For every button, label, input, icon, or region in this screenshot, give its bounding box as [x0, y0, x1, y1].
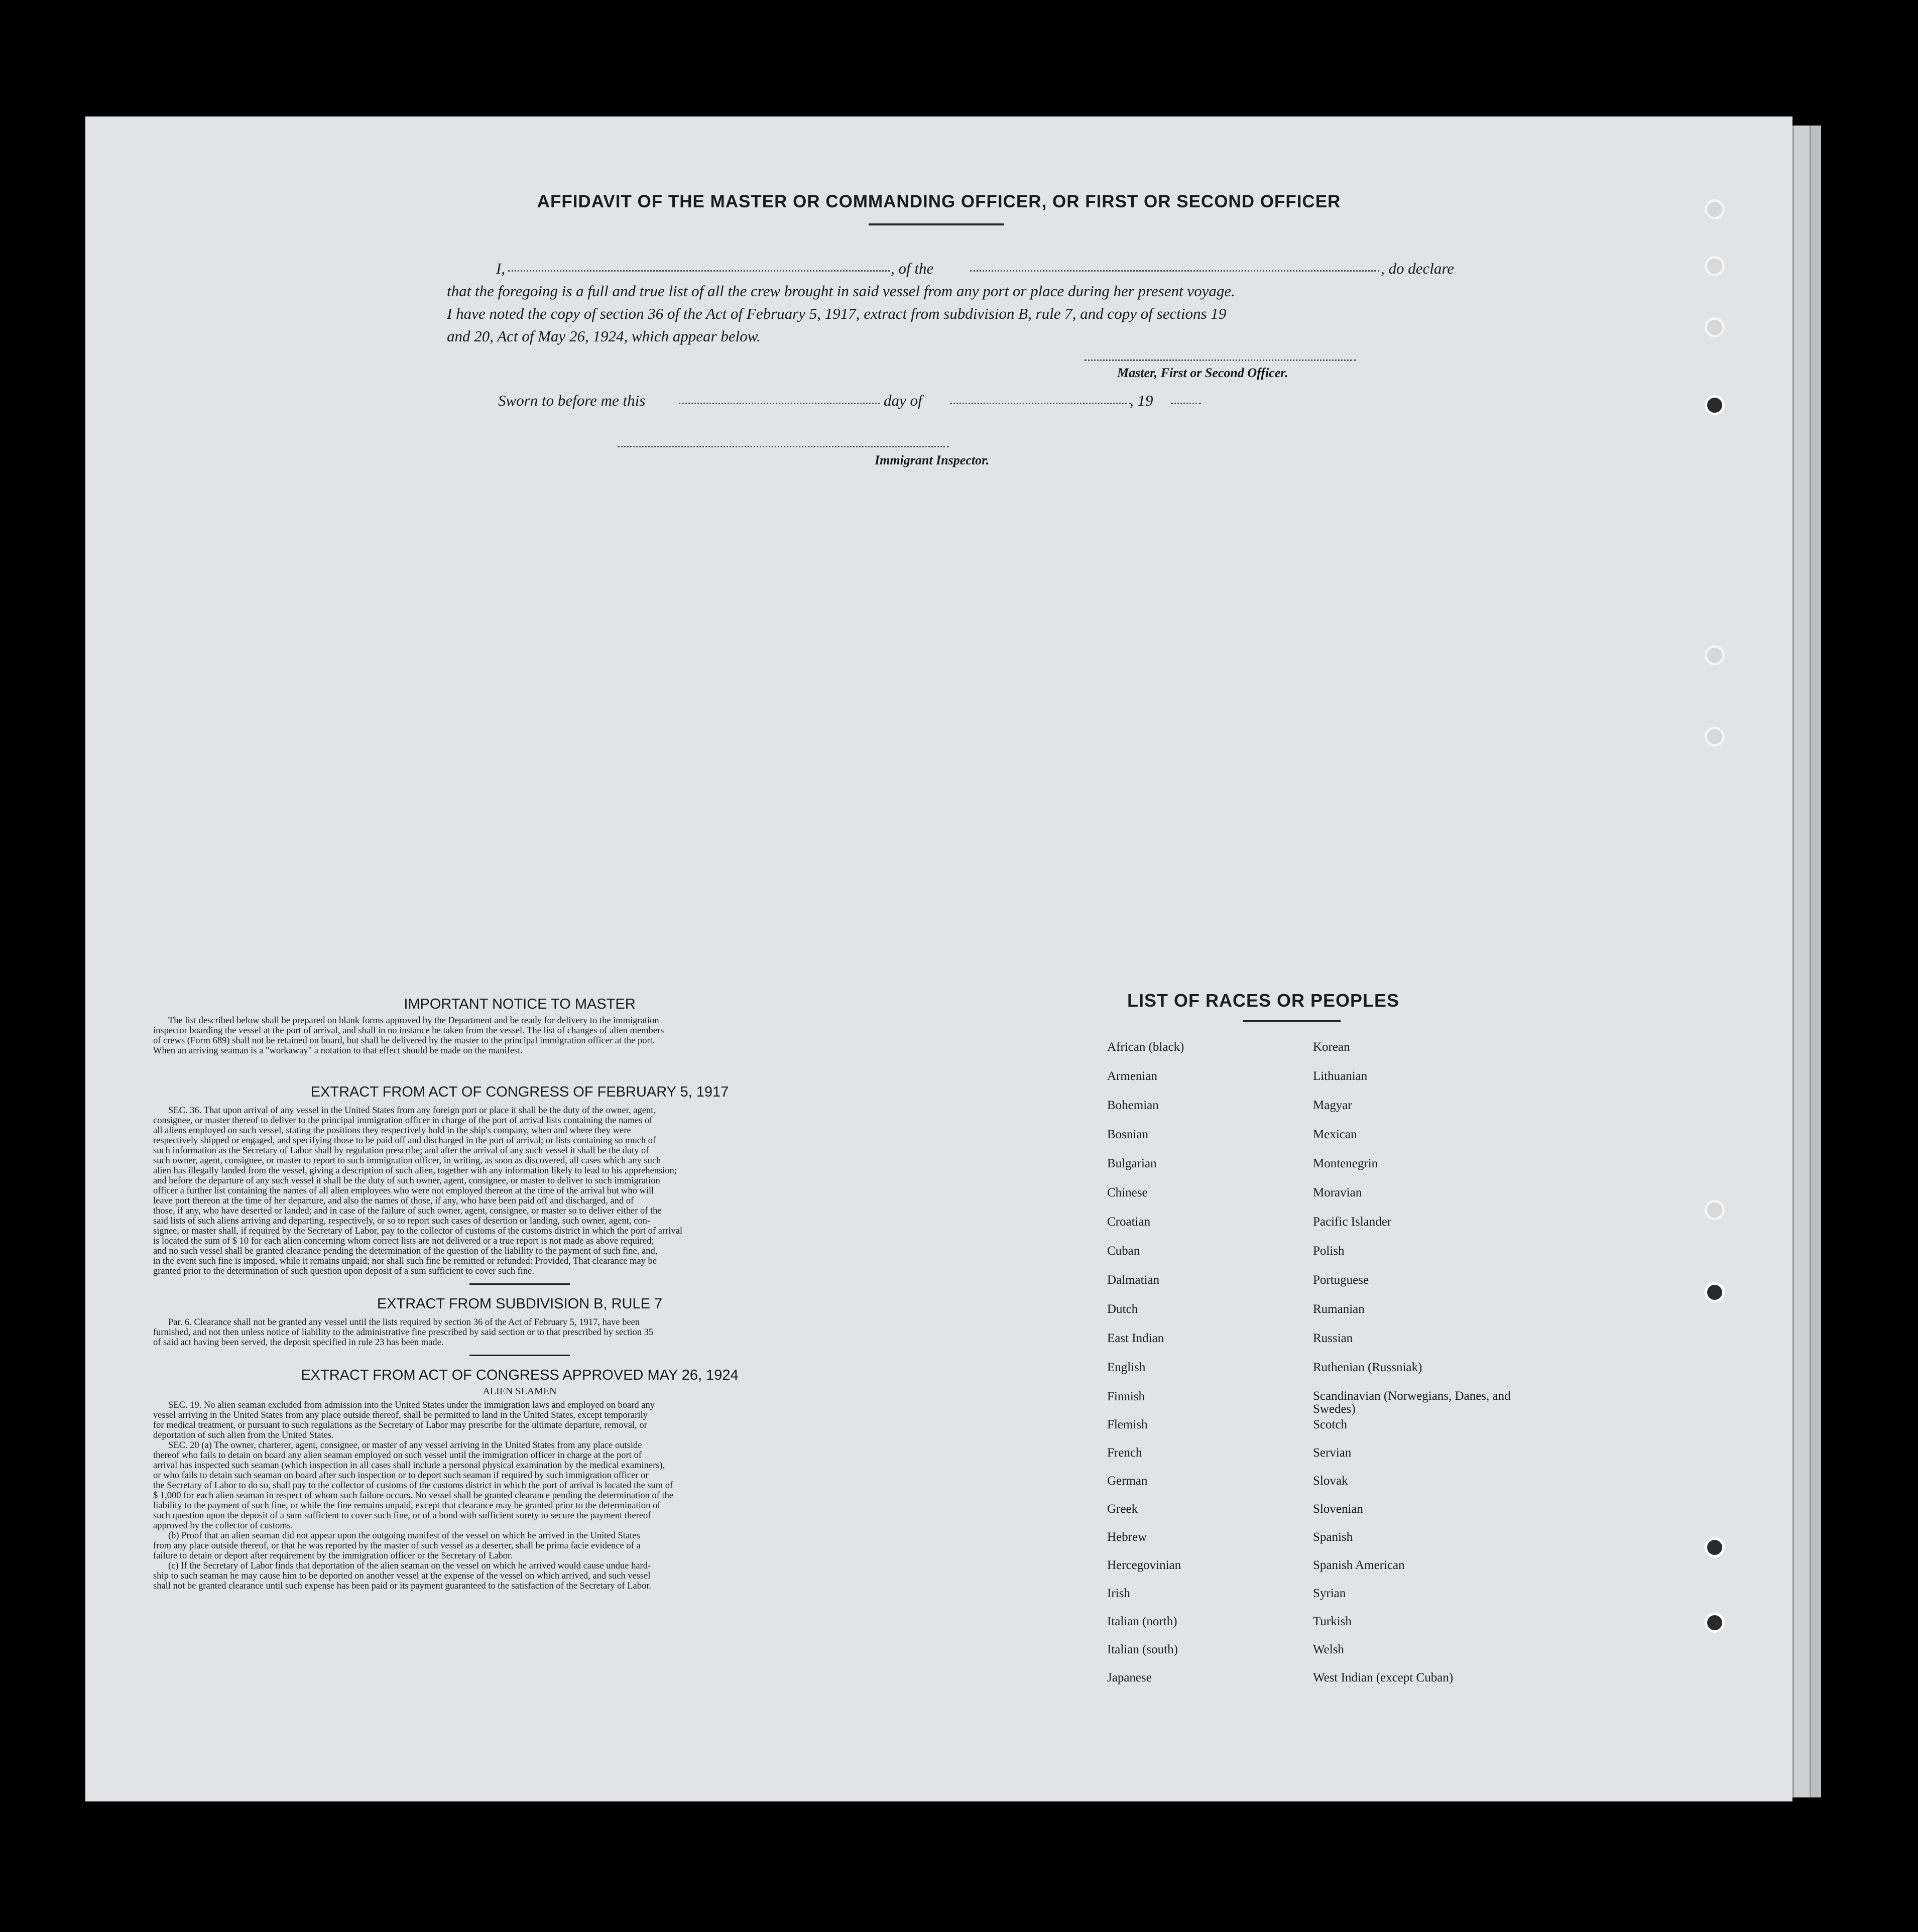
race-item: Flemish: [1107, 1418, 1148, 1431]
extract-line: thereof who fails to detain on board any alien seaman employed on such vessel until the immigration officer in charge at the port of: [153, 1451, 642, 1461]
binder-hole-icon: [1705, 1613, 1725, 1633]
extract-line: such information as the Secretary of Labor shall by regulation prescribe; and after the arrival of any such vessel it shall be the duty of: [153, 1146, 649, 1156]
race-item: Turkish: [1313, 1615, 1352, 1628]
race-item: West Indian (except Cuban): [1313, 1671, 1454, 1684]
race-item: Dutch: [1107, 1302, 1138, 1316]
title-underline: [869, 223, 1004, 225]
extract-line: alien has illegally landed from the vessel, giving a description of such alien, together with any information likely to lead to his apprehension;: [153, 1166, 677, 1176]
rule7-line: Par. 6. Clearance shall not be granted any vessel until the lists required by section 36 of the Act of February 5, 1917, have been: [168, 1317, 640, 1327]
inspector-signature-line[interactable]: [618, 446, 949, 447]
section-divider: [469, 1283, 570, 1285]
race-item: Lithuanian: [1313, 1069, 1368, 1083]
extract-1917-body: [153, 1106, 886, 1276]
race-item: Magyar: [1313, 1099, 1352, 1112]
master-signature-label: Master, First or Second Officer.: [1117, 366, 1288, 380]
race-item: Italian (south): [1107, 1643, 1178, 1656]
sworn-year-field[interactable]: [1171, 403, 1201, 404]
affidavit-i: I,: [496, 260, 506, 277]
extract-line: ship to such seaman he may cause him to be deported on another vessel at the expense of the vessel on which arrived, and such vessel: [153, 1571, 651, 1581]
extract-line: failure to detain or deport after requirement by the immigration officer or the Secretary of Labor.: [153, 1551, 513, 1561]
affidavit-of-the: , of the: [891, 260, 934, 277]
race-item: Montenegrin: [1313, 1157, 1378, 1170]
binder-hole-icon: [1705, 256, 1725, 276]
race-item: Servian: [1313, 1446, 1352, 1460]
binder-hole-icon: [1705, 1282, 1725, 1302]
race-item: Cuban: [1107, 1244, 1140, 1258]
extract-line: in the event such fine is imposed, while it remains unpaid; nor shall such fine be remitted or refunded: Provided, That clearance may be: [153, 1256, 657, 1266]
affidavit-line-3: I have noted the copy of section 36 of the Act of February 5, 1917, extract from subdivision B, rule 7, and copy of sections 19: [447, 305, 1227, 322]
notice-line: The list described below shall be prepared on blank forms approved by the Department and be ready for delivery to the immigration: [168, 1016, 659, 1026]
rule7-body: [153, 1317, 886, 1348]
rule7-line: furnished, and not then unless notice of liability to the administrative fine prescribed by said section or to that prescribed by section 35: [153, 1327, 654, 1338]
extract-line: and before the departure of any such vessel it shall be the duty of such owner, agent, consignee, or master to deliver to such immigration: [153, 1176, 660, 1186]
binder-hole-icon: [1705, 727, 1725, 747]
extract-line: the Secretary of Labor to do so, shall pay to the collector of customs of the customs district in which the port of arrival is located the sum of: [153, 1481, 673, 1491]
race-item: Ruthenian (Russniak): [1313, 1361, 1422, 1374]
extract-line: is located the sum of $ 10 for each alien concerning whom correct lists are not delivered or a true report is not made as above required;: [153, 1236, 654, 1246]
affidavit-line-4: and 20, Act of May 26, 1924, which appear below.: [447, 327, 761, 345]
extract-1917-heading: EXTRACT FROM ACT OF CONGRESS OF FEBRUARY 5, 1917: [310, 1084, 729, 1100]
binder-hole-icon: [1705, 645, 1725, 665]
race-item: Scotch: [1313, 1418, 1348, 1431]
extract-line: such question upon the deposit of a sum sufficient to cover such fine, or of a bond with sufficient surety to secure the payment thereof: [153, 1511, 651, 1521]
race-item: Bulgarian: [1107, 1157, 1157, 1170]
races-underline: [1243, 1020, 1341, 1022]
race-item: Moravian: [1313, 1186, 1362, 1199]
race-item: Bosnian: [1107, 1128, 1148, 1141]
notice-heading: IMPORTANT NOTICE TO MASTER: [404, 996, 636, 1012]
extract-line: (c) If the Secretary of Labor finds that deportation of the alien seaman on the vessel on which he arrived would cause undue hard-: [168, 1561, 651, 1571]
notice-body: [153, 1016, 886, 1056]
sworn-day-field[interactable]: [679, 403, 880, 404]
notice-line: When an arriving seaman is a "workaway" a notation to that effect should be made on the manifest.: [153, 1046, 523, 1056]
race-item: Polish: [1313, 1244, 1345, 1258]
vessel-field[interactable]: [970, 270, 1379, 272]
race-item: Slovenian: [1313, 1502, 1363, 1516]
extract-line: officer a further list containing the names of all alien employees who were not employed thereon at the time of the arrival but who will: [153, 1186, 654, 1196]
notice-line: inspector boarding the vessel at the port of arrival, and shall in no instance be taken from the vessel. The list of changes of alien members: [153, 1026, 664, 1036]
extract-line: respectively shipped or engaged, and specifying those to be paid off and discharged in the port of arrival; or lists containing so much of: [153, 1136, 656, 1146]
extract-line: vessel arriving in the United States from any place outside thereof, shall be permitted to land in the United States, except temporarily: [153, 1410, 648, 1420]
master-signature-line[interactable]: [1085, 359, 1356, 361]
race-item: English: [1107, 1361, 1146, 1374]
rule7-heading: EXTRACT FROM SUBDIVISION B, RULE 7: [377, 1296, 663, 1312]
extract-line: arrival has inspected such seaman (which inspection in all cases shall include a personal physical examination by the medical examiners),: [153, 1461, 665, 1471]
race-item: African (black): [1107, 1040, 1184, 1054]
binder-hole-icon: [1705, 1200, 1725, 1220]
race-item: Korean: [1313, 1040, 1350, 1054]
extract-line: (b) Proof that an alien seaman did not appear upon the outgoing manifest of the vessel on which he arrived in the United States: [168, 1531, 640, 1541]
affidavit-line-2: that the foregoing is a full and true list of all the crew brought in said vessel from any port or place during her present voyage.: [447, 282, 1235, 300]
extract-1924-body: [153, 1400, 886, 1591]
race-item: Mexican: [1313, 1128, 1357, 1141]
race-item: Portuguese: [1313, 1273, 1369, 1287]
race-item: Croatian: [1107, 1215, 1151, 1229]
page-edge: [1792, 126, 1811, 1797]
extract-line: signee, or master shall, if required by the Secretary of Labor, pay to the collector of customs of the customs district in which the port of arrival: [153, 1226, 682, 1236]
race-item: Syrian: [1313, 1587, 1346, 1600]
extract-line: SEC. 20 (a) The owner, charterer, agent, consignee, or master of any vessel arriving in the United States from any place outside: [168, 1440, 642, 1451]
extract-1924-subheading: ALIEN SEAMEN: [483, 1386, 557, 1397]
sworn-month-field[interactable]: [950, 403, 1131, 404]
extract-line: from any place outside thereof, or that he was reported by the master of such vessel as a deserter, shall be prima facie evidence of a: [153, 1541, 641, 1551]
extract-1924-heading: EXTRACT FROM ACT OF CONGRESS APPROVED MAY 26, 1924: [301, 1367, 739, 1383]
extract-line: granted prior to the determination of such question upon deposit of a sum sufficient to cover such fine.: [153, 1266, 535, 1276]
extract-line: consignee, or master thereof to deliver to the principal immigration officer in charge of the port of arrival lists containing the names of: [153, 1116, 653, 1126]
race-item: Rumanian: [1313, 1302, 1365, 1316]
race-item: Greek: [1107, 1502, 1138, 1516]
race-item: Scandinavian (Norwegians, Danes, and Swedes): [1313, 1389, 1511, 1416]
extract-line: deportation of such alien from the United States.: [153, 1430, 334, 1440]
binder-hole-icon: [1705, 395, 1725, 415]
notice-line: of crews (Form 689) shall not be retained on board, but shall be delivered by the master to the principal immigration officer at the port.: [153, 1036, 655, 1046]
legal-notices: [153, 996, 886, 1591]
sworn-day-of: day of: [884, 392, 922, 409]
race-item: Japanese: [1107, 1671, 1152, 1684]
race-item: Russian: [1313, 1332, 1353, 1345]
section-divider: [469, 1355, 570, 1356]
inspector-signature-label: Immigrant Inspector.: [875, 453, 990, 467]
race-item: Spanish American: [1313, 1558, 1405, 1572]
affidavit-title: AFFIDAVIT OF THE MASTER OR COMMANDING OFFICER, OR FIRST OR SECOND OFFICER: [537, 192, 1341, 211]
race-item: East Indian: [1107, 1332, 1164, 1345]
affidavit-declare: , do declare: [1381, 260, 1455, 277]
sworn-text: Sworn to before me this: [498, 392, 646, 409]
page-edge-back: [1810, 126, 1821, 1797]
extract-line: such owner, agent, consignee, or master to report to such immigration officer, in writing, as soon as discovered, all cases which any such: [153, 1156, 661, 1166]
document-page: [85, 116, 1792, 1801]
sworn-year: , 19: [1130, 392, 1153, 409]
race-item: French: [1107, 1446, 1142, 1460]
race-item: German: [1107, 1474, 1148, 1488]
extract-line: said lists of such aliens arriving and departing, respectively, or so to report such cases of desertion or landing, such owner, agent, con-: [153, 1216, 651, 1226]
extract-line: SEC. 36. That upon arrival of any vessel in the United States from any foreign port or place it shall be the duty of the owner, agent,: [168, 1106, 656, 1116]
race-item: Armenian: [1107, 1069, 1157, 1083]
extract-line: shall not be granted clearance until such expense has been paid or its payment guaranteed to the satisfaction of the Secretary of Labor.: [153, 1581, 651, 1591]
extract-line: or who fails to detain such seaman on board after such inspection or to deport such seaman if required by such immigration officer or: [153, 1471, 649, 1481]
race-item: Italian (north): [1107, 1615, 1177, 1628]
extract-line: $ 1,000 for each alien seaman in respect of whom such failure occurs. No vessel shall be granted clearance pending the determination of the: [153, 1491, 674, 1501]
extract-line: leave port thereon at the time of her departure, and also the names of those, if any, who have been paid off and discharged, and of: [153, 1196, 634, 1206]
extract-line: those, if any, who have deserted or landed; and in case of the failure of such owner, agent, consignee, or master so to deliver either of the: [153, 1206, 662, 1216]
extract-line: liability to the payment of such fine, or while the fine remains unpaid, except that clearance may be granted prior to the determination of: [153, 1501, 661, 1511]
rule7-line: of said act having been served, the deposit specified in rule 23 has been made.: [153, 1338, 444, 1348]
binder-hole-icon: [1705, 317, 1725, 337]
extract-line: all aliens employed on such vessel, stating the positions they respectively hold in the ship's company, when and where they were: [153, 1126, 631, 1136]
extract-line: and no such vessel shall be granted clearance pending the determination of the question of the liability to the payment of such fine, and,: [153, 1246, 658, 1256]
races-heading: LIST OF RACES OR PEOPLES: [1127, 990, 1400, 1011]
race-item: Dalmatian: [1107, 1273, 1160, 1287]
race-item: Pacific Islander: [1313, 1215, 1392, 1229]
race-item: Finnish: [1107, 1390, 1145, 1403]
name-field[interactable]: [508, 270, 890, 272]
extract-line: approved by the collector of customs.: [153, 1521, 293, 1531]
race-item: Bohemian: [1107, 1099, 1159, 1112]
race-item: Hercegovinian: [1107, 1558, 1181, 1572]
race-item: Chinese: [1107, 1186, 1148, 1199]
race-item: Welsh: [1313, 1643, 1344, 1656]
race-item: Slovak: [1313, 1474, 1348, 1488]
race-item: Hebrew: [1107, 1530, 1147, 1544]
extract-line: for medical treatment, or pursuant to such regulations as the Secretary of Labor may prescribe for the ultimate departure, removal, or: [153, 1420, 647, 1430]
race-item: Spanish: [1313, 1530, 1353, 1544]
binder-hole-icon: [1705, 1537, 1725, 1557]
race-item: Irish: [1107, 1587, 1130, 1600]
extract-line: SEC. 19. No alien seaman excluded from admission into the United States under the immigration laws and employed on board any: [168, 1400, 655, 1410]
